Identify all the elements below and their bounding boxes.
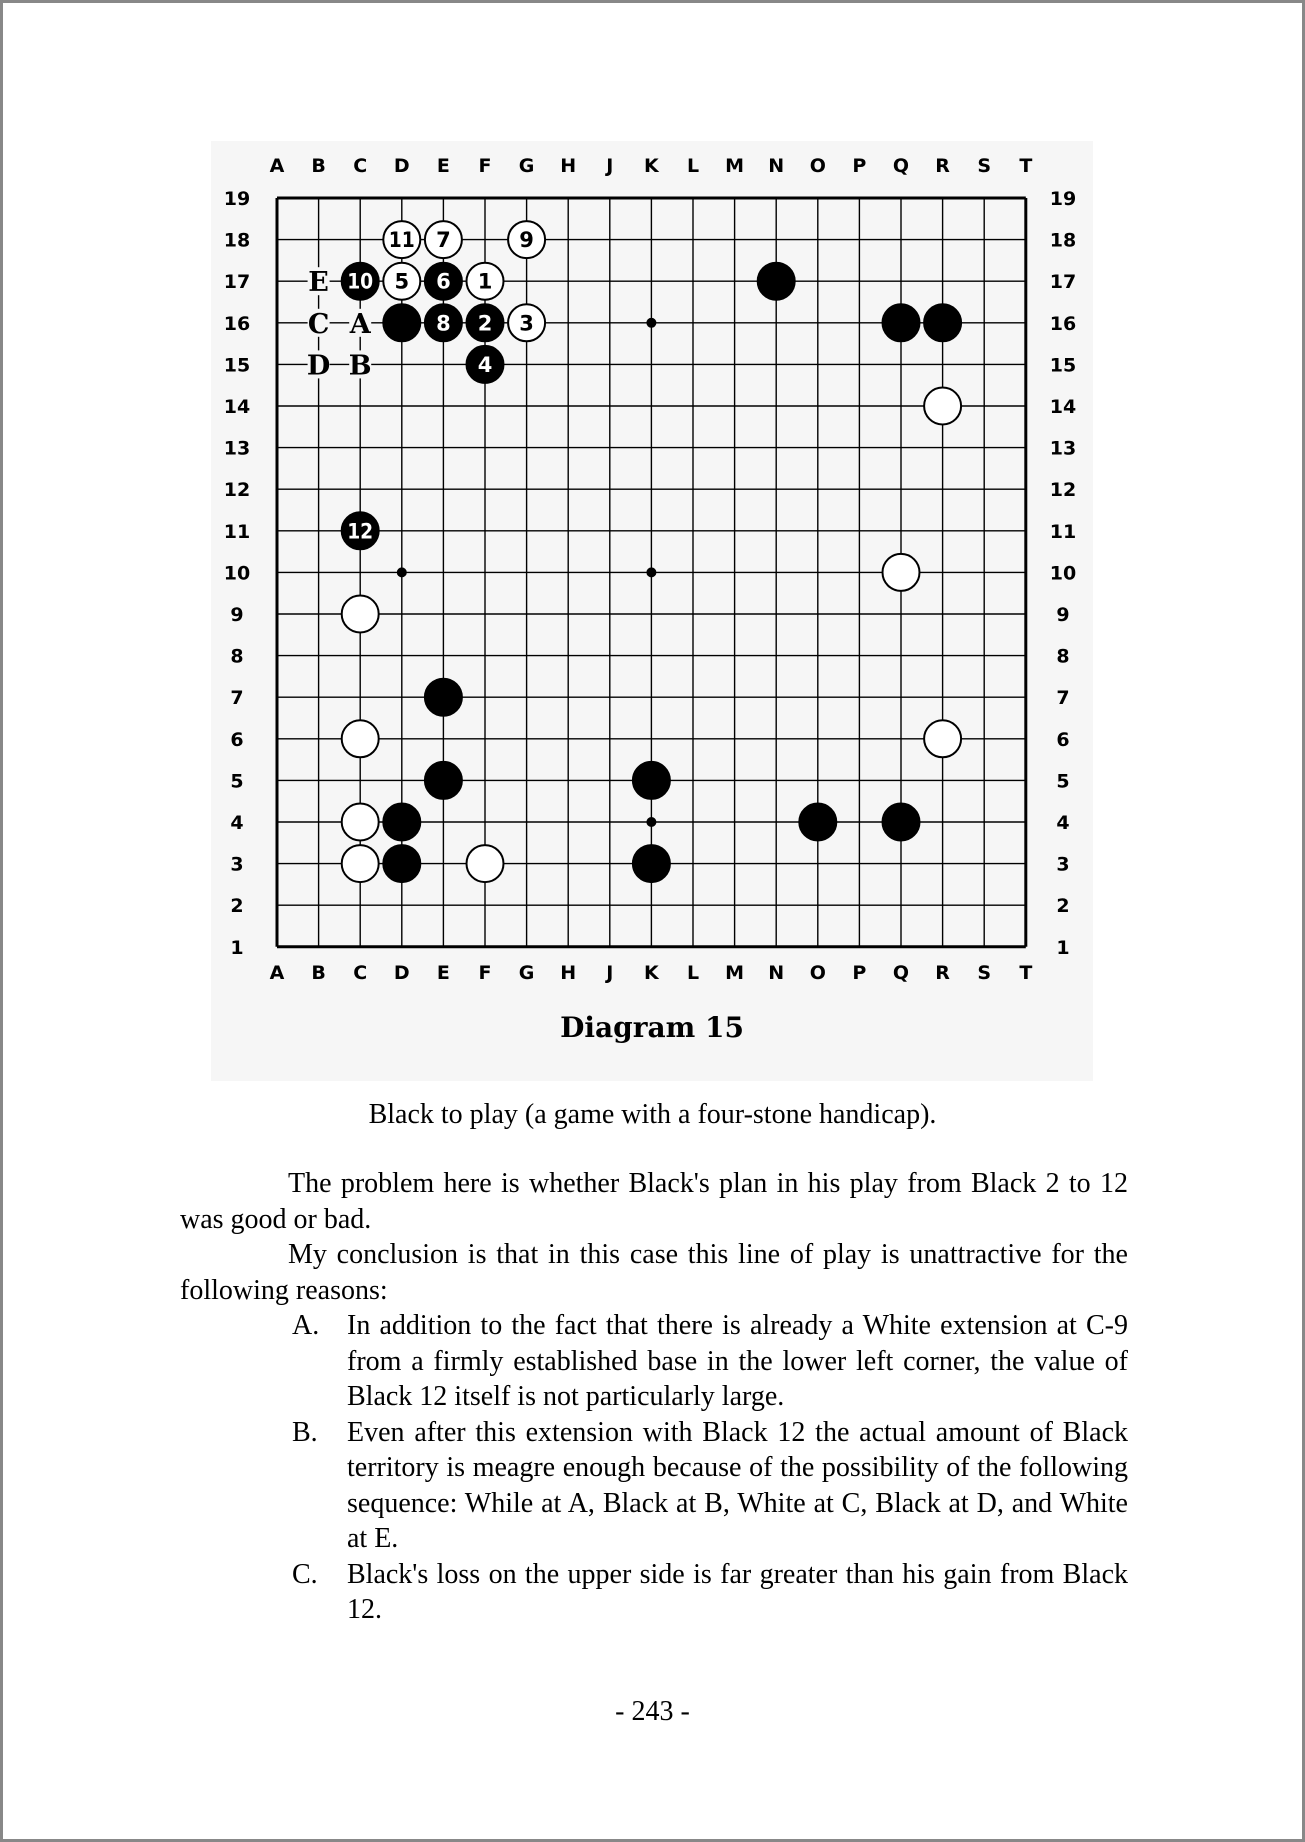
column-label: H — [560, 155, 577, 177]
black-stone — [924, 304, 961, 341]
move-number: 5 — [394, 269, 410, 294]
row-label: 11 — [1049, 520, 1077, 543]
move-number: 12 — [347, 519, 374, 544]
hoshi-point — [646, 817, 656, 827]
column-label: P — [852, 962, 867, 984]
row-label: 14 — [223, 396, 251, 418]
column-label: O — [809, 155, 826, 177]
white-stone — [342, 720, 379, 757]
column-label: E — [436, 155, 450, 177]
page-number: - 243 - — [615, 1696, 690, 1727]
black-stone — [799, 804, 836, 841]
row-label: 1 — [1056, 936, 1070, 959]
black-stone — [883, 804, 920, 841]
row-label: 4 — [1056, 812, 1070, 834]
point-label: E — [308, 267, 329, 299]
column-label: T — [1019, 155, 1033, 177]
column-label: Q — [892, 962, 910, 984]
column-label: F — [478, 155, 492, 177]
white-stone — [342, 804, 379, 841]
row-label: 9 — [1056, 604, 1070, 626]
point-label: B — [348, 350, 372, 382]
column-label: T — [1019, 962, 1033, 984]
column-label: N — [768, 962, 785, 984]
black-stone — [383, 304, 420, 341]
page — [3, 3, 1302, 1839]
column-label: A — [269, 155, 285, 177]
black-stone — [425, 762, 462, 799]
black-stone — [758, 263, 795, 300]
column-label: L — [686, 962, 700, 984]
list-item-label: B. — [292, 1416, 318, 1448]
point-label: D — [306, 350, 331, 382]
row-label: 4 — [230, 812, 244, 834]
row-label: 18 — [1049, 229, 1077, 252]
list-item — [180, 1308, 1128, 1415]
go-board — [211, 141, 1093, 1011]
column-label: G — [518, 962, 535, 984]
column-label: P — [852, 155, 867, 177]
list-item-label: C. — [292, 1558, 318, 1590]
white-stone — [467, 845, 504, 882]
column-label: B — [311, 155, 326, 177]
column-label: C — [353, 962, 368, 984]
point-label: A — [349, 308, 371, 340]
list-item-text: Even after this extension with Black 12 the actual amount of Black territory is meagre enough because of the possibility of the following sequence: While at A, Black at B, White at C, Black at D, and White at E. — [347, 1416, 1128, 1554]
row-label: 13 — [1049, 437, 1077, 460]
hoshi-point — [646, 567, 656, 577]
row-label: 10 — [1049, 562, 1077, 585]
row-label: 17 — [223, 271, 251, 294]
column-label: J — [606, 962, 614, 984]
list-item — [180, 1415, 1128, 1557]
column-label: M — [725, 962, 745, 984]
column-label: D — [393, 962, 410, 984]
diagram-title: Diagram 15 — [560, 1011, 744, 1044]
row-label: 18 — [223, 229, 251, 252]
row-label: 7 — [1056, 687, 1070, 710]
row-label: 13 — [223, 437, 251, 460]
paragraph: The problem here is whether Black's plan in his play from Black 2 to 12 was good or bad. — [180, 1168, 1128, 1235]
row-label: 15 — [223, 354, 251, 377]
row-label: 1 — [230, 936, 244, 959]
body-text — [180, 1166, 1128, 1628]
hoshi-point — [397, 567, 407, 577]
row-label: 6 — [1056, 728, 1070, 751]
row-label: 16 — [1049, 312, 1077, 335]
row-label: 6 — [230, 728, 244, 751]
row-label: 5 — [230, 770, 244, 793]
row-label: 11 — [223, 520, 251, 543]
column-label: K — [644, 962, 659, 984]
black-stone — [633, 845, 670, 882]
column-label: K — [644, 155, 659, 177]
move-number: 3 — [519, 311, 534, 336]
column-label: G — [518, 155, 535, 177]
column-label: F — [478, 962, 492, 984]
column-label: S — [977, 962, 992, 984]
row-label: 10 — [223, 562, 251, 585]
point-label: C — [307, 308, 330, 340]
column-label: J — [606, 155, 614, 177]
column-label: R — [935, 962, 950, 984]
white-stone — [342, 845, 379, 882]
black-stone — [633, 762, 670, 799]
move-number: 6 — [436, 269, 451, 294]
column-label: A — [269, 962, 285, 984]
row-label: 15 — [1049, 354, 1077, 377]
row-label: 2 — [230, 895, 244, 918]
black-stone — [383, 845, 420, 882]
move-number: 11 — [388, 228, 415, 253]
hoshi-point — [646, 318, 656, 328]
go-diagram-panel — [211, 141, 1093, 1081]
row-label: 12 — [1049, 479, 1077, 502]
move-number: 10 — [347, 269, 374, 294]
diagram-caption: Black to play (a game with a four-stone handicap). — [368, 1099, 937, 1130]
paragraph: My conclusion is that in this case this line of play is unattractive for the following reasons: — [180, 1239, 1128, 1306]
move-number: 8 — [436, 311, 451, 336]
column-label: C — [353, 155, 368, 177]
row-label: 12 — [223, 479, 251, 502]
row-label: 2 — [1056, 895, 1070, 918]
column-label: O — [809, 962, 826, 984]
white-stone — [924, 720, 961, 757]
column-label: H — [560, 962, 577, 984]
row-label: 3 — [230, 853, 244, 876]
black-stone — [883, 304, 920, 341]
row-label: 7 — [230, 687, 244, 710]
column-label: E — [436, 962, 450, 984]
list-item-text: In addition to the fact that there is already a White extension at C-9 from a firmly established base in the lower left corner, the value of Black 12 itself is not particularly large. — [347, 1310, 1128, 1412]
list-item-label: A. — [292, 1310, 320, 1341]
column-label: S — [977, 155, 992, 177]
row-label: 19 — [1049, 188, 1077, 210]
white-stone — [924, 388, 961, 425]
move-number: 9 — [519, 228, 534, 253]
move-number: 2 — [477, 311, 493, 336]
list-item — [180, 1557, 1128, 1628]
column-label: B — [311, 962, 326, 984]
black-stone — [425, 679, 462, 716]
move-number: 1 — [477, 269, 493, 294]
row-label: 3 — [1056, 853, 1070, 876]
column-label: D — [393, 155, 410, 177]
column-label: R — [935, 155, 950, 177]
move-number: 4 — [477, 352, 493, 377]
row-label: 8 — [1056, 645, 1070, 668]
row-label: 5 — [1056, 770, 1070, 793]
row-label: 14 — [1049, 396, 1077, 418]
column-label: N — [768, 155, 785, 177]
move-number: 7 — [436, 228, 451, 253]
column-label: Q — [892, 155, 910, 177]
list-item-text: Black's loss on the upper side is far greater than his gain from Black 12. — [347, 1558, 1128, 1625]
column-label: M — [725, 155, 745, 177]
row-label: 17 — [1049, 271, 1077, 294]
white-stone — [342, 596, 379, 633]
white-stone — [883, 554, 920, 591]
row-label: 16 — [223, 312, 251, 335]
row-label: 9 — [230, 604, 244, 626]
column-label: L — [686, 155, 700, 177]
black-stone — [383, 804, 420, 841]
row-label: 19 — [223, 188, 251, 210]
row-label: 8 — [230, 645, 244, 668]
